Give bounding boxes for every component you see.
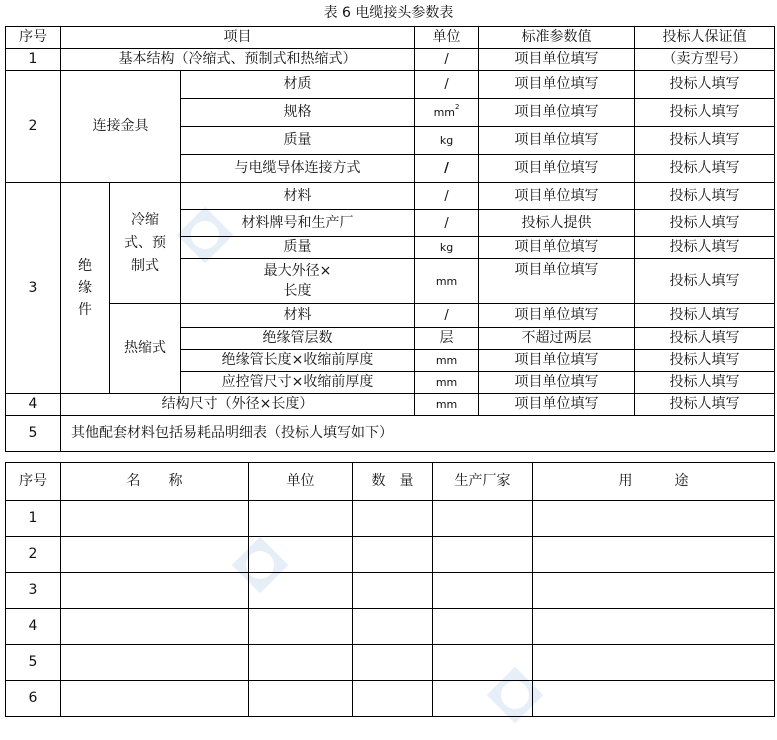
list-cell[interactable] xyxy=(433,501,533,537)
row4-unit: mm xyxy=(415,394,479,416)
list-header-row xyxy=(6,463,775,501)
row2-bidder: 投标人填写 xyxy=(635,155,775,183)
row2-unit: / xyxy=(415,71,479,99)
row3-cold-label: 冷缩式、预制式 xyxy=(110,183,181,304)
row3-item: 材料 xyxy=(181,183,415,210)
row3-group: 绝缘件 xyxy=(61,183,110,394)
row3-bidder: 投标人填写 xyxy=(635,237,775,259)
list-item xyxy=(6,573,775,609)
row1-seq: 1 xyxy=(6,49,61,71)
row3-item: 绝缘管层数 xyxy=(181,328,415,350)
row3-std: 项目单位填写 xyxy=(479,350,635,372)
list-cell[interactable] xyxy=(61,573,249,609)
list-cell[interactable] xyxy=(433,609,533,645)
table-row xyxy=(6,49,775,71)
list-item xyxy=(6,537,775,573)
list-seq: 4 xyxy=(6,609,61,645)
list-cell[interactable] xyxy=(249,645,353,681)
row3-bidder: 投标人填写 xyxy=(635,350,775,372)
list-header-unit: 单位 xyxy=(249,463,353,501)
list-cell[interactable] xyxy=(249,501,353,537)
row3-bidder: 投标人填写 xyxy=(635,304,775,328)
row2-item: 规格 xyxy=(181,99,415,127)
row3-seq: 3 xyxy=(6,183,61,394)
row3-unit: mm xyxy=(415,372,479,394)
list-cell[interactable] xyxy=(433,681,533,717)
row2-std: 项目单位填写 xyxy=(479,127,635,155)
row2-unit: / xyxy=(415,155,479,183)
row1-std: 项目单位填写 xyxy=(479,49,635,71)
row2-seq: 2 xyxy=(6,71,61,183)
table-row xyxy=(6,394,775,416)
header-row xyxy=(6,27,775,49)
list-item xyxy=(6,681,775,717)
list-item xyxy=(6,645,775,681)
list-cell[interactable] xyxy=(433,537,533,573)
row3-item: 绝缘管长度×收缩前厚度 xyxy=(181,350,415,372)
row2-item: 材质 xyxy=(181,71,415,99)
row3-item: 质量 xyxy=(181,237,415,259)
row3-std: 投标人提供 xyxy=(479,210,635,237)
row2-unit: kg xyxy=(415,127,479,155)
row1-bidder: （卖方型号） xyxy=(635,49,775,71)
row2-bidder: 投标人填写 xyxy=(635,99,775,127)
row3-unit: mm xyxy=(415,350,479,372)
row3-bidder: 投标人填写 xyxy=(635,372,775,394)
row4-seq: 4 xyxy=(6,394,61,416)
list-cell[interactable] xyxy=(533,573,775,609)
list-header-qty: 数 量 xyxy=(353,463,433,501)
row2-unit: $mm^2$ xyxy=(415,99,479,127)
list-cell[interactable] xyxy=(61,537,249,573)
list-cell[interactable] xyxy=(249,573,353,609)
row3-unit: / xyxy=(415,210,479,237)
row3-bidder: 投标人填写 xyxy=(635,183,775,210)
list-cell[interactable] xyxy=(433,573,533,609)
header-std: 标准参数值 xyxy=(479,27,635,49)
row2-bidder: 投标人填写 xyxy=(635,71,775,99)
consumables-list-table xyxy=(5,462,775,717)
table-row xyxy=(6,71,775,99)
list-header-maker: 生产厂家 xyxy=(433,463,533,501)
list-cell[interactable] xyxy=(61,681,249,717)
row2-item: 质量 xyxy=(181,127,415,155)
row3-unit: mm xyxy=(415,259,479,304)
list-cell[interactable] xyxy=(533,537,775,573)
row3-std: 项目单位填写 xyxy=(479,304,635,328)
list-header-use: 用 途 xyxy=(533,463,775,501)
list-cell[interactable] xyxy=(61,609,249,645)
list-cell[interactable] xyxy=(249,537,353,573)
row3-std: 项目单位填写 xyxy=(479,372,635,394)
list-cell[interactable] xyxy=(353,645,433,681)
row3-unit: 层 xyxy=(415,328,479,350)
list-cell[interactable] xyxy=(353,609,433,645)
table-row xyxy=(6,183,775,210)
header-unit: 单位 xyxy=(415,27,479,49)
row3-bidder: 投标人填写 xyxy=(635,210,775,237)
list-cell[interactable] xyxy=(533,645,775,681)
list-cell[interactable] xyxy=(433,645,533,681)
row2-std: 项目单位填写 xyxy=(479,99,635,127)
row2-item: 与电缆导体连接方式 xyxy=(181,155,415,183)
list-cell[interactable] xyxy=(61,501,249,537)
list-item xyxy=(6,501,775,537)
row2-group: 连接金具 xyxy=(61,71,181,183)
list-seq: 1 xyxy=(6,501,61,537)
list-header-seq: 序号 xyxy=(6,463,61,501)
header-seq: 序号 xyxy=(6,27,61,49)
row3-item: 应控管尺寸×收缩前厚度 xyxy=(181,372,415,394)
row3-std: 不超过两层 xyxy=(479,328,635,350)
row1-unit: / xyxy=(415,49,479,71)
row3-unit: / xyxy=(415,183,479,210)
row4-bidder: 投标人填写 xyxy=(635,394,775,416)
row2-std: 项目单位填写 xyxy=(479,71,635,99)
row3-item: 最大外径×长度 xyxy=(181,259,415,304)
list-cell[interactable] xyxy=(353,681,433,717)
row3-std: 项目单位填写 xyxy=(479,259,635,304)
row3-std: 项目单位填写 xyxy=(479,183,635,210)
list-cell[interactable] xyxy=(353,501,433,537)
header-item: 项目 xyxy=(61,27,415,49)
list-cell[interactable] xyxy=(353,537,433,573)
list-cell[interactable] xyxy=(249,609,353,645)
cable-joint-parameter-table xyxy=(5,26,775,452)
list-seq: 3 xyxy=(6,573,61,609)
list-seq: 5 xyxy=(6,645,61,681)
list-cell[interactable] xyxy=(533,609,775,645)
row3-std: 项目单位填写 xyxy=(479,237,635,259)
row3-item: 材料牌号和生产厂 xyxy=(181,210,415,237)
list-seq: 6 xyxy=(6,681,61,717)
row2-bidder: 投标人填写 xyxy=(635,127,775,155)
list-cell[interactable] xyxy=(533,681,775,717)
row5-text: 其他配套材料包括易耗品明细表（投标人填写如下） xyxy=(61,416,775,452)
table-row xyxy=(6,416,775,452)
row4-item: 结构尺寸（外径×长度） xyxy=(61,394,415,416)
row4-std: 项目单位填写 xyxy=(479,394,635,416)
list-cell[interactable] xyxy=(249,681,353,717)
row3-bidder: 投标人填写 xyxy=(635,328,775,350)
table-caption: 表 6 电缆接头参数表 xyxy=(323,5,454,21)
row2-std: 项目单位填写 xyxy=(479,155,635,183)
list-cell[interactable] xyxy=(533,501,775,537)
list-header-name: 名 称 xyxy=(61,463,249,501)
row1-item: 基本结构（冷缩式、预制式和热缩式） xyxy=(61,49,415,71)
row3-unit: kg xyxy=(415,237,479,259)
row5-seq: 5 xyxy=(6,416,61,452)
row3-bidder: 投标人填写 xyxy=(635,259,775,304)
table-row xyxy=(6,304,775,328)
list-seq: 2 xyxy=(6,537,61,573)
list-item xyxy=(6,609,775,645)
row3-heat-label: 热缩式 xyxy=(110,304,181,394)
row3-item: 材料 xyxy=(181,304,415,328)
list-cell[interactable] xyxy=(353,573,433,609)
row3-unit: / xyxy=(415,304,479,328)
header-bidder: 投标人保证值 xyxy=(635,27,775,49)
list-cell[interactable] xyxy=(61,645,249,681)
